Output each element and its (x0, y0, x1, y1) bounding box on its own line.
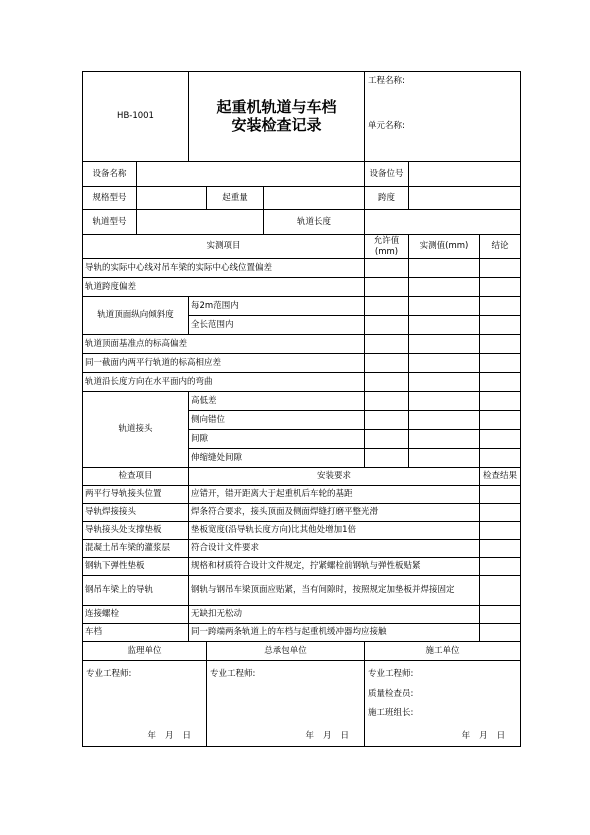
conclusion-cell[interactable] (480, 411, 521, 430)
measured-cell[interactable] (409, 449, 480, 468)
check-result-cell[interactable] (480, 504, 521, 522)
construction-unit-header: 施工单位 (365, 642, 521, 661)
allowed-cell[interactable] (365, 392, 409, 411)
check-result-cell[interactable] (480, 540, 521, 558)
form-code: HB-1001 (83, 72, 189, 162)
allowed-cell[interactable] (365, 278, 409, 297)
conclusion-cell[interactable] (480, 335, 521, 354)
allowed-header: 允许值(mm) (365, 235, 409, 259)
check-requirement: 钢轨与钢吊车梁顶面应贴紧，当有间隙时，按照规定加垫板并焊接固定 (189, 576, 480, 606)
conclusion-cell[interactable] (480, 430, 521, 449)
check-result-cell[interactable] (480, 606, 521, 624)
check-requirement: 垫板宽度(沿导轨长度方向)比其他处增加1倍 (189, 522, 480, 540)
measure-subrow-label: 高低差 (189, 392, 365, 411)
allowed-cell[interactable] (365, 430, 409, 449)
measured-cell[interactable] (409, 430, 480, 449)
check-requirement: 同一跨端两条轨道上的车档与起重机缓冲器均应接触 (189, 624, 480, 642)
project-info (365, 72, 521, 162)
equipment-position-label: 设备位号 (365, 162, 409, 187)
measure-item-header: 实测项目 (83, 235, 365, 259)
measured-cell[interactable] (409, 335, 480, 354)
equipment-name-value[interactable] (137, 162, 365, 187)
general-sign-box[interactable] (207, 661, 365, 747)
form-title-line1: 起重机轨道与车档 (216, 98, 337, 117)
conclusion-cell[interactable] (480, 392, 521, 411)
conclusion-cell[interactable] (480, 316, 521, 335)
project-name-label: 工程名称: (368, 76, 405, 86)
span-label: 跨度 (365, 187, 409, 210)
rail-model-label: 轨道型号 (83, 210, 137, 235)
span-value[interactable] (409, 187, 521, 210)
measure-subrow-label: 侧向错位 (189, 411, 365, 430)
check-item-label: 连接螺栓 (83, 606, 189, 624)
engineer-label: 专业工程师: (210, 669, 256, 679)
conclusion-cell[interactable] (480, 449, 521, 468)
form-title-line2: 安装检查记录 (231, 115, 322, 134)
measured-cell[interactable] (409, 297, 480, 316)
construction-sign-box[interactable] (365, 661, 521, 747)
lifting-capacity-value[interactable] (264, 187, 365, 210)
check-requirement: 无缺扣无松动 (189, 606, 480, 624)
conclusion-header: 结论 (480, 235, 521, 259)
form-table (82, 71, 521, 747)
allowed-cell[interactable] (365, 411, 409, 430)
inspector-label: 质量检查员: (368, 688, 414, 699)
measure-group-label: 轨道接头 (83, 392, 189, 468)
measure-subrow-label: 间隙 (189, 430, 365, 449)
check-item-label: 两平行导轨接头位置 (83, 486, 189, 504)
measure-subrow-label: 伸缩缝处间隙 (189, 449, 365, 468)
supervision-unit-header: 监理单位 (83, 642, 207, 661)
conclusion-cell[interactable] (480, 354, 521, 373)
check-item-header: 检查项目 (83, 468, 189, 486)
measure-row-label: 同一截面内两平行轨道的标高相应差 (83, 354, 365, 373)
sign-date: 年月日 (147, 731, 201, 742)
measure-row-label: 轨道跨度偏差 (83, 278, 365, 297)
measure-subrow-label: 每2m范围内 (189, 297, 365, 316)
conclusion-cell[interactable] (480, 373, 521, 392)
general-contractor-header: 总承包单位 (207, 642, 365, 661)
rail-model-value[interactable] (137, 210, 264, 235)
check-item-label: 导轨焊接接头 (83, 504, 189, 522)
spec-model-label: 规格型号 (83, 187, 137, 210)
allowed-cell[interactable] (365, 354, 409, 373)
conclusion-cell[interactable] (480, 259, 521, 278)
check-requirement: 符合设计文件要求 (189, 540, 480, 558)
check-item-label: 钢吊车梁上的导轨 (83, 576, 189, 606)
measure-row-label: 轨道顶面基准点的标高偏差 (83, 335, 365, 354)
unit-name-label: 单元名称: (368, 121, 405, 131)
requirement-header: 安装要求 (189, 468, 480, 486)
allowed-cell[interactable] (365, 449, 409, 468)
check-result-header: 检查结果 (480, 468, 521, 486)
measure-row-label: 轨道沿长度方向在水平面内的弯曲 (83, 373, 365, 392)
allowed-cell[interactable] (365, 373, 409, 392)
conclusion-cell[interactable] (480, 278, 521, 297)
measure-group-label: 轨道顶面纵向倾斜度 (83, 297, 189, 335)
supervision-sign-box[interactable] (83, 661, 207, 747)
measure-row-label: 导轨的实际中心线对吊车梁的实际中心线位置偏差 (83, 259, 365, 278)
measure-subrow-label: 全长范围内 (189, 316, 365, 335)
check-result-cell[interactable] (480, 522, 521, 540)
sign-date: 年月日 (305, 731, 359, 742)
check-item-label: 导轨接头处支撑垫板 (83, 522, 189, 540)
measured-cell[interactable] (409, 373, 480, 392)
check-requirement: 应错开，错开距离大于起重机后车轮的基距 (189, 486, 480, 504)
check-requirement: 焊条符合要求，接头顶面及侧面焊缝打磨平整光滑 (189, 504, 480, 522)
inspection-form (82, 71, 520, 747)
team-leader-label: 施工班组长: (368, 708, 414, 719)
measured-cell[interactable] (409, 411, 480, 430)
check-item-label: 车档 (83, 624, 189, 642)
allowed-cell[interactable] (365, 335, 409, 354)
spec-model-value[interactable] (137, 187, 207, 210)
sign-date: 年月日 (461, 731, 515, 742)
measured-cell[interactable] (409, 316, 480, 335)
allowed-cell[interactable] (365, 316, 409, 335)
lifting-capacity-label: 起重量 (207, 187, 264, 210)
check-item-label: 混凝土吊车梁的灌浆层 (83, 540, 189, 558)
rail-length-label: 轨道长度 (264, 210, 365, 235)
allowed-cell[interactable] (365, 297, 409, 316)
check-result-cell[interactable] (480, 558, 521, 576)
allowed-cell[interactable] (365, 259, 409, 278)
check-item-label: 钢轨下弹性垫板 (83, 558, 189, 576)
equipment-name-label: 设备名称 (83, 162, 137, 187)
check-result-cell[interactable] (480, 624, 521, 642)
check-result-cell[interactable] (480, 576, 521, 606)
measured-cell[interactable] (409, 259, 480, 278)
check-result-cell[interactable] (480, 486, 521, 504)
measured-cell[interactable] (409, 392, 480, 411)
measured-cell[interactable] (409, 278, 480, 297)
rail-length-value[interactable] (365, 210, 521, 235)
equipment-position-value[interactable] (409, 162, 521, 187)
measured-header: 实测值(mm) (409, 235, 480, 259)
measured-cell[interactable] (409, 354, 480, 373)
engineer-label: 专业工程师: (86, 669, 132, 679)
check-requirement: 规格和材质符合设计文件规定，拧紧螺栓前钢轨与弹性板贴紧 (189, 558, 480, 576)
form-title (189, 72, 365, 162)
conclusion-cell[interactable] (480, 297, 521, 316)
engineer-label: 专业工程师: (368, 669, 414, 679)
